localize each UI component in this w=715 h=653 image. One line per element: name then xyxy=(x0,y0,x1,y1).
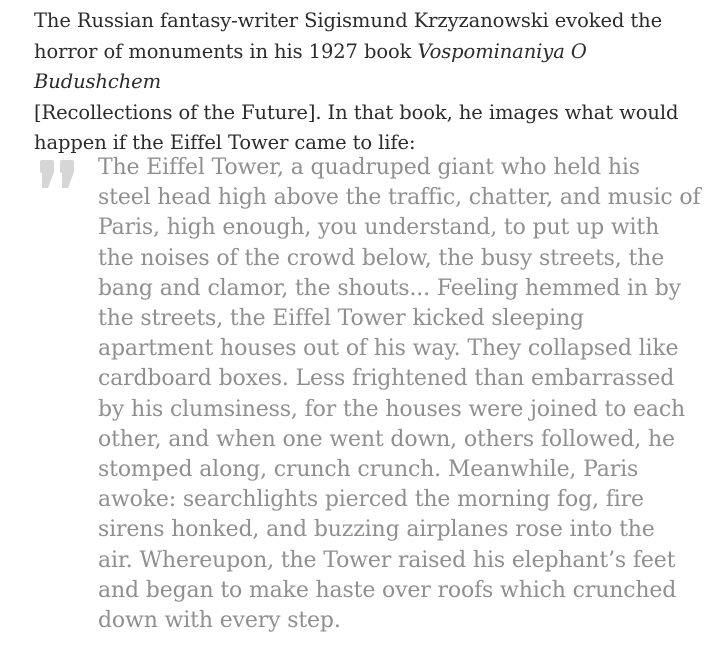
intro-line: The Russian fantasy-writer Sigismund Krzyzanowski evoked the xyxy=(34,9,663,32)
quote-line: other, and when one went down, others followed, he xyxy=(98,426,675,452)
quote-line: bang and clamor, the shouts... Feeling hemmed in by xyxy=(98,275,681,301)
quote-line: stomped along, crunch crunch. Meanwhile, Paris xyxy=(98,457,639,483)
quote-line: down with every step. xyxy=(98,608,341,634)
book-title: Vospominaniya O Budushchem xyxy=(34,39,587,93)
quote-line: steel head high above the traffic, chatter, and music of xyxy=(98,185,701,211)
quote-line: sirens honked, and buzzing airplanes rose into the xyxy=(98,517,655,543)
intro-paragraph xyxy=(34,6,706,159)
quote-line: air. Whereupon, the Tower raised his elephant’s feet xyxy=(98,547,676,573)
block-quote xyxy=(98,153,701,636)
quote-line: and began to make haste over roofs which crunched xyxy=(98,577,677,603)
quote-line: cardboard boxes. Less frightened than embarrassed xyxy=(98,366,675,392)
quote-line: the streets, the Eiffel Tower kicked sleeping xyxy=(98,306,584,332)
quote-line: the noises of the crowd below, the busy streets, the xyxy=(98,245,665,271)
intro-line: horror of monuments in his 1927 book xyxy=(34,39,418,63)
quote-line: Paris, high enough, you understand, to put up with xyxy=(98,215,660,241)
quote-line: by his clumsiness, for the houses were joined to each xyxy=(98,396,686,422)
quote-line: apartment houses out of his way. They collapsed like xyxy=(98,336,679,362)
intro-line: happen if the Eiffel Tower came to life: xyxy=(34,131,416,154)
quote-line: awoke: searchlights pierced the morning fog, fire xyxy=(98,487,644,513)
quote-line: The Eiffel Tower, a quadruped giant who held his xyxy=(98,155,640,180)
intro-line: [Recollections of the Future]. In that book, he images what would xyxy=(34,100,679,124)
double-quote-icon xyxy=(40,160,80,190)
